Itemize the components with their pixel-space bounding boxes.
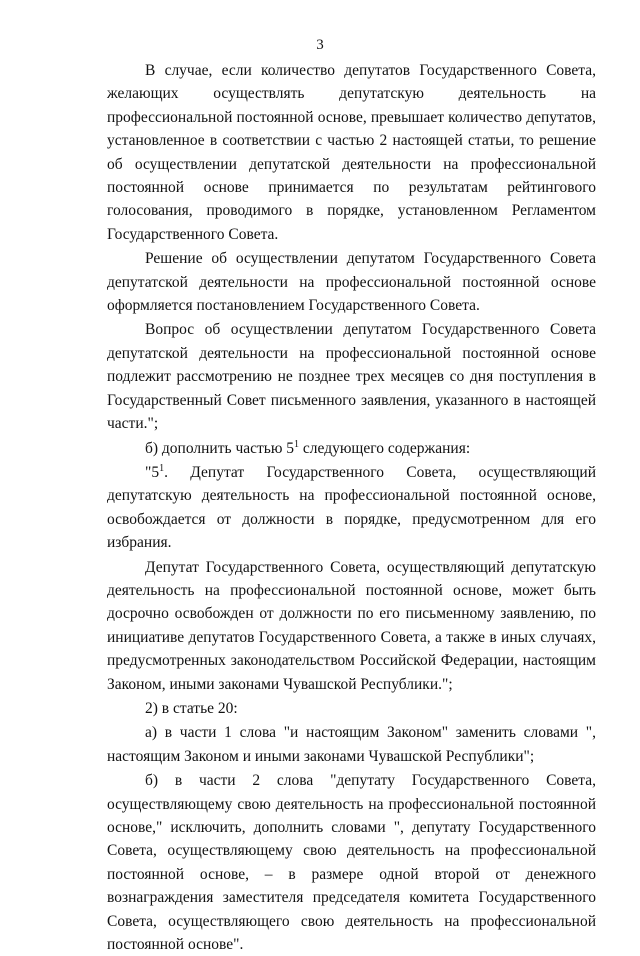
paragraph: Решение об осуществлении депутатом Государственного Совета депутатской деятельности на профессиональной постоянной основе оформляется постановлением Государственного Совета. xyxy=(107,250,596,315)
paragraph-text: . Депутат Государственного Совета, осуществляющий депутатскую деятельность на профессиональной постоянной основе, освобождается от должности в порядке, предусмотренном для его избрания. xyxy=(107,463,596,552)
paragraph: 2) в статье 20: xyxy=(145,699,238,717)
paragraph: В случае, если количество депутатов Государственного Совета, желающих осуществлять депутатскую деятельность на профессиональной постоянной основе, превышает количество депутатов, установленное в соответствии с частью 2 настоящей статьи, то решение об осуществлении депутатской деятельности на профессиональной постоянной основе принимается по результатам рейтингового голосования, проводимого в порядке, установленном Регламентом Государственного Совета. xyxy=(107,62,596,243)
paragraph: а) в части 1 слова "и настоящим Законом" заменить словами ", настоящим Законом и иными законами Чувашской Республики"; xyxy=(107,724,596,765)
paragraph: Вопрос об осуществлении депутатом Государственного Совета депутатской деятельности на профессиональной постоянной основе подлежит рассмотрению не позднее трех месяцев со дня поступления в Государственный Совет письменного заявления, указанного в настоящей части."; xyxy=(107,321,596,433)
page-number: 3 xyxy=(316,37,324,53)
paragraph: Депутат Государственного Совета, осуществляющий депутатскую деятельность на профессиональной постоянной основе, может быть досрочно освобожден от должности по его письменному заявлению, по инициативе депутатов Государственного Совета, а также в иных случаях, предусмотренных законодательством Российской Федерации, настоящим Законом, иными законами Чувашской Республики."; xyxy=(107,558,596,693)
paragraph-text: "5 xyxy=(145,463,160,481)
superscript: 1 xyxy=(159,462,165,474)
paragraph-text: б) дополнить частью 5 xyxy=(145,439,295,457)
paragraph xyxy=(107,437,596,460)
document-body xyxy=(107,59,596,956)
superscript: 1 xyxy=(294,438,300,450)
paragraph-text: следующего содержания: xyxy=(299,439,471,457)
paragraph: б) в части 2 слова "депутату Государственного Совета, осуществляющему свою деятельность на профессиональной постоянной основе," исключить, дополнить словами ", депутату Государственного Совета, осуществляющему свою деятельность на профессиональной постоянной основе, – в размере одной второй от денежного вознаграждения заместителя председателя комитета Государственного Совета, осуществляющего свою деятельность на профессиональной постоянной основе". xyxy=(107,772,596,954)
paragraph xyxy=(107,461,596,555)
